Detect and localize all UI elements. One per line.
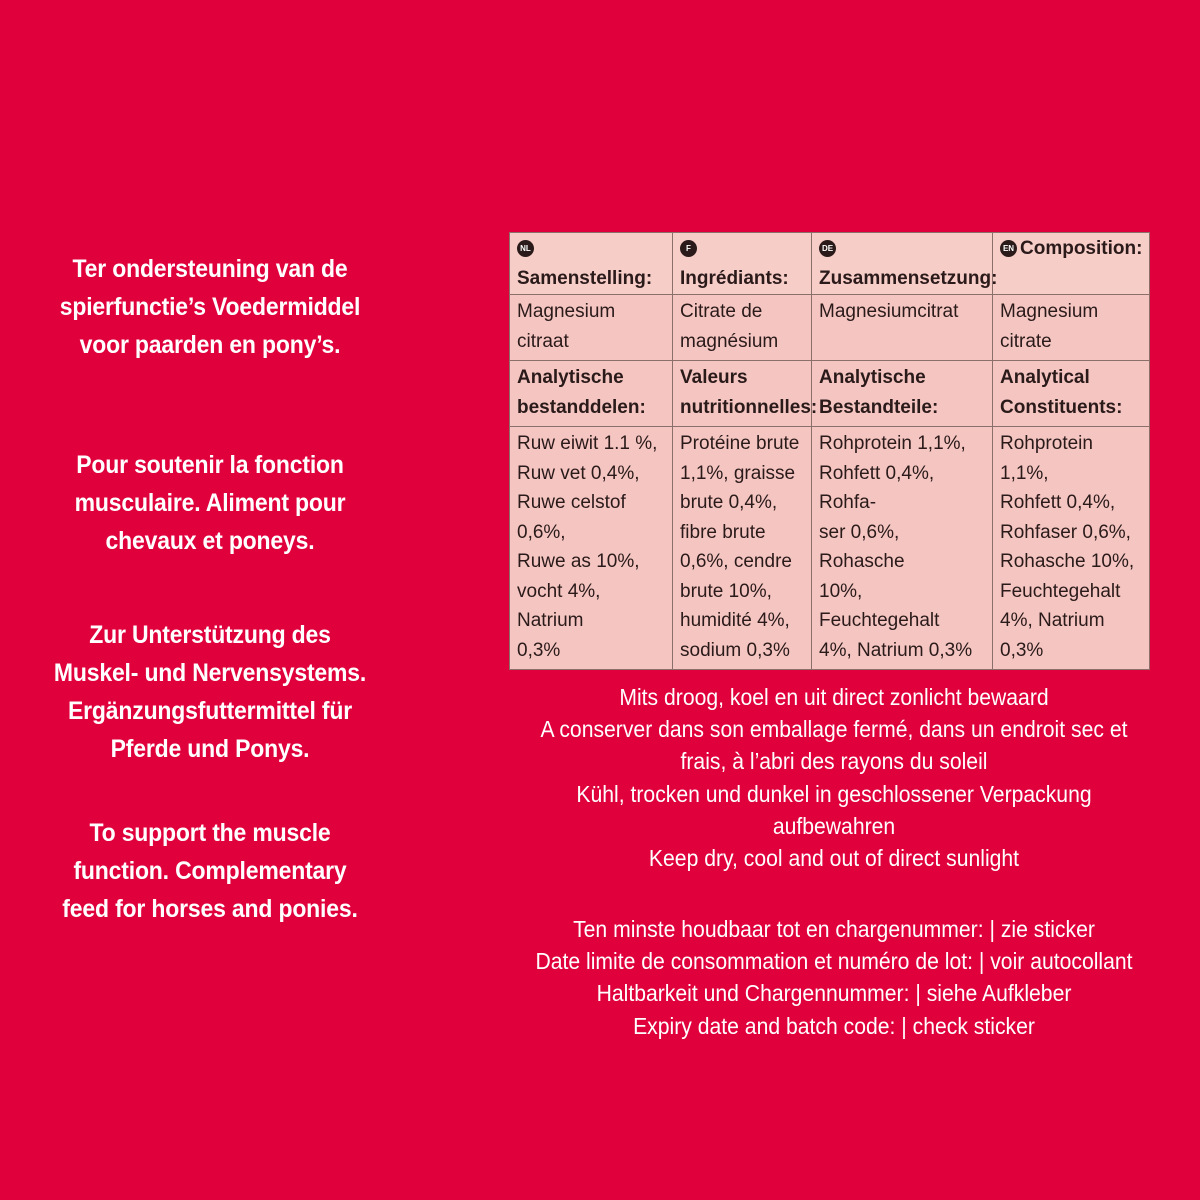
table-header-row <box>510 233 1150 295</box>
purpose-text-fr-body: Pour soutenir la fonction musculaire. Aliment pour chevaux et poneys. <box>74 451 346 555</box>
storage-text: Mits droog, koel en uit direct zonlicht bewaard A conserver dans son emballage fermé, dans un endroit sec et frais, à l’abri des rayons du soleil Kühl, trocken und dunkel in geschlossener Verpackung aufbewahren Keep dry, cool and out of direct sunlight <box>540 684 1128 872</box>
header-en-label: Composition: <box>1020 238 1143 259</box>
analytic-label-row <box>510 361 1150 427</box>
composition-nl: Magnesium citraat <box>517 301 616 352</box>
analytic-label-nl: Analytische bestanddelen: <box>517 367 646 418</box>
analytic-values-row <box>510 427 1150 670</box>
header-fr-label: Ingrédiants: <box>680 267 789 289</box>
analytic-values-de: Rohprotein 1,1%, Rohfett 0,4%, Rohfa- ser 0,6%, Rohasche 10%, Feuchtegehalt 4%, Natrium 0,3% <box>819 433 973 661</box>
header-de-label: Zusammensetzung: <box>819 267 998 289</box>
composition-row <box>510 295 1150 361</box>
analytic-label-fr: Valeurs nutritionnelles: <box>680 367 818 418</box>
composition-table <box>509 232 1150 670</box>
table-cell <box>510 427 673 670</box>
header-de <box>812 233 998 295</box>
header-nl-label: Samenstelling: <box>517 267 653 289</box>
analytic-values-en: Rohprotein 1,1%, Rohfett 0,4%, Rohfaser 0,6%, Rohasche 10%, Feuchtegehalt 4%, Natrium 0,3% <box>1000 433 1135 661</box>
analytic-label-de: Analytische Bestandteile: <box>819 367 939 418</box>
table-cell <box>812 361 993 427</box>
composition-fr: Citrate de magnésium <box>680 301 779 352</box>
purpose-text-de-body: Zur Unterstützung des Muskel- und Nervensystems. Ergänzungsfuttermittel für Pferde und Ponys. <box>53 621 367 763</box>
table-cell <box>812 295 993 361</box>
storage-instructions <box>527 681 1142 874</box>
table-cell <box>673 427 812 670</box>
purpose-text-en-body: To support the muscle function. Complementary feed for horses and ponies. <box>62 819 358 923</box>
table-cell <box>673 361 818 427</box>
composition-en: Magnesium citrate <box>1000 301 1099 352</box>
header-fr <box>673 233 812 295</box>
de-flag-icon: DE <box>819 240 836 257</box>
composition-de: Magnesiumcitrat <box>819 301 959 322</box>
table-cell <box>993 295 1150 361</box>
en-flag-icon: EN <box>1000 240 1017 257</box>
purpose-text-en <box>40 814 380 928</box>
table-cell <box>812 427 993 670</box>
analytic-label-en: Analytical Constituents: <box>1000 367 1123 418</box>
table-cell <box>510 361 673 427</box>
analytic-values-nl: Ruw eiwit 1.1 %, Ruw vet 0,4%, Ruwe celstof 0,6%, Ruwe as 10%, vocht 4%, Natrium 0,3% <box>517 433 658 661</box>
table-cell <box>673 295 812 361</box>
purpose-text-nl-body: Ter ondersteuning van de spierfunctie’s Voedermiddel voor paarden en pony’s. <box>59 255 361 359</box>
purpose-text-fr <box>40 446 380 560</box>
expiry-info <box>527 913 1142 1042</box>
table-cell <box>993 427 1150 670</box>
header-nl <box>510 233 673 295</box>
analytic-values-fr: Protéine brute 1,1%, graisse brute 0,4%, fibre brute 0,6%, cendre brute 10%, humidité 4%, sodium 0,3% <box>680 433 800 661</box>
nl-flag-icon: NL <box>517 240 534 257</box>
header-en <box>993 233 1150 295</box>
expiry-text: Ten minste houdbaar tot en chargenummer: | zie sticker Date limite de consommation et numéro de lot: | voir autocollant Haltbarkeit und Chargennummer: | siehe Aufkleber Expiry date and batch code: | check sticker <box>535 916 1133 1039</box>
table-cell <box>993 361 1150 427</box>
purpose-text-nl <box>40 250 380 364</box>
fr-flag-icon: F <box>680 240 697 257</box>
purpose-text-de <box>40 616 380 768</box>
table-cell <box>510 295 673 361</box>
